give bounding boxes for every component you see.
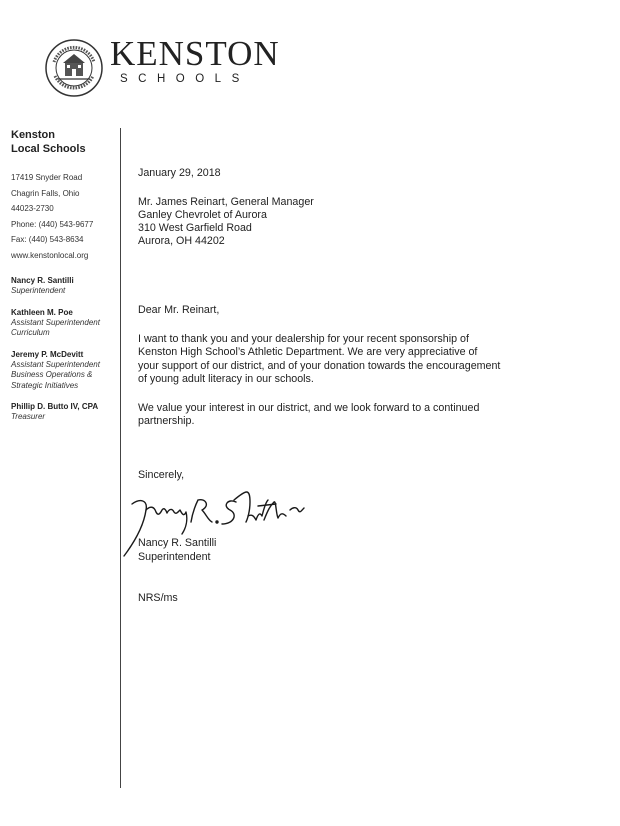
staff-role: Assistant Superintendent — [11, 359, 100, 369]
org-name-line-1: Kenston — [11, 129, 55, 141]
letter-date: January 29, 2018 — [138, 167, 221, 179]
staff-role: Superintendent — [11, 286, 66, 295]
address-zip: 44023-2730 — [11, 204, 54, 213]
vertical-divider — [120, 128, 121, 788]
staff-role: Curriculum — [11, 328, 50, 337]
sidebar — [11, 128, 116, 433]
fax: Fax: (440) 543-8634 — [11, 235, 84, 244]
address-street: 17419 Snyder Road — [11, 173, 83, 182]
org-name — [11, 128, 116, 156]
salutation: Dear Mr. Reinart, — [138, 304, 220, 316]
paragraph-line: of young adult literacy in our schools. — [138, 372, 314, 385]
wordmark-schools: SCHOOLS — [120, 73, 250, 85]
staff-list — [11, 275, 116, 423]
staff-entry — [11, 275, 116, 297]
staff-entry — [11, 307, 116, 339]
contact-block — [11, 170, 116, 263]
staff-name: Kathleen M. Poe — [11, 307, 73, 317]
paragraph-line: We value your interest in our district, and we look forward to a continued — [138, 402, 480, 414]
paragraph-2 — [138, 402, 508, 429]
kenston-seal-logo — [44, 38, 104, 98]
staff-name: Nancy R. Santilli — [11, 276, 74, 285]
wordmark-kenston: KENSTON — [110, 34, 280, 73]
recipient-line: Ganley Chevrolet of Aurora — [138, 209, 267, 221]
signer-name: Nancy R. Santilli — [138, 537, 217, 549]
staff-entry — [11, 401, 116, 423]
staff-entry — [11, 349, 116, 392]
address-city: Chagrin Falls, Ohio — [11, 188, 80, 198]
wordmark — [110, 36, 280, 86]
staff-name: Phillip D. Butto IV, CPA — [11, 402, 99, 411]
paragraph-line: Kenston High School’s Athletic Department. We are very appreciative of — [138, 346, 478, 359]
signer-title: Superintendent — [138, 551, 211, 563]
handwritten-signature — [118, 480, 308, 560]
website-link[interactable]: www.kenstonlocal.org — [11, 250, 89, 260]
paragraph-line: I want to thank you and your dealership for your recent sponsorship of — [138, 333, 469, 345]
staff-name: Jeremy P. McDevitt — [11, 349, 84, 359]
staff-role: Strategic Initiatives — [11, 380, 79, 390]
paragraph-1 — [138, 333, 508, 386]
paragraph-line: your support of our district, and of your donation towards the encouragement — [138, 359, 501, 372]
reference-initials: NRS/ms — [138, 592, 178, 604]
closing: Sincerely, — [138, 469, 185, 481]
recipient-line: 310 West Garfield Road — [138, 222, 252, 234]
paragraph-line: partnership. — [138, 415, 195, 428]
staff-role: Business Operations & — [11, 370, 93, 379]
staff-role: Assistant Superintendent — [11, 317, 100, 327]
phone: Phone: (440) 543-9677 — [11, 219, 94, 229]
org-name-line-2: Local Schools — [11, 143, 86, 155]
staff-role: Treasurer — [11, 412, 46, 421]
recipient-line: Aurora, OH 44202 — [138, 235, 225, 247]
recipient-line: Mr. James Reinart, General Manager — [138, 196, 314, 208]
